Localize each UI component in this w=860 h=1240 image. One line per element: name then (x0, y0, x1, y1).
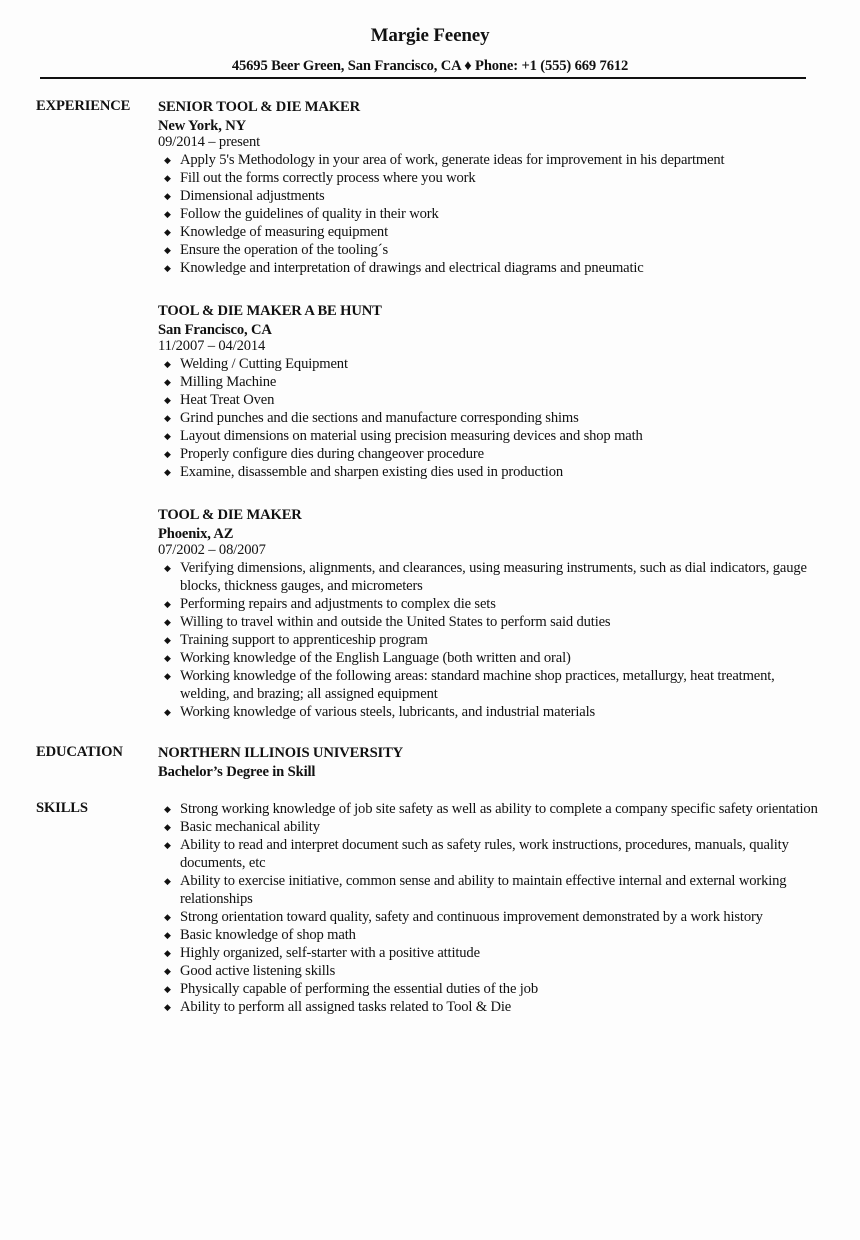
bullet-icon: ◆ (164, 966, 171, 976)
bullet-icon: ◆ (164, 840, 171, 850)
bullet-text: Strong orientation toward quality, safety and continuous improvement demonstrated by a work history (180, 909, 763, 925)
bullet-text: Working knowledge of the English Language (both written and oral) (180, 650, 571, 666)
bullet-text: Training support to apprenticeship program (180, 632, 428, 648)
bullet-icon: ◆ (164, 948, 171, 958)
bullet-text: Apply 5's Methodology in your area of work, generate ideas for improvement in his department (180, 152, 725, 168)
bullet-item (158, 962, 818, 980)
bullet-text: Performing repairs and adjustments to complex die sets (180, 596, 496, 612)
bullet-item (158, 872, 818, 908)
bullet-icon: ◆ (164, 804, 171, 814)
bullet-item (158, 631, 818, 649)
bullet-text: Dimensional adjustments (180, 188, 325, 204)
bullet-text: Follow the guidelines of quality in their work (180, 206, 439, 222)
bullet-item (158, 980, 818, 998)
bullet-icon: ◆ (164, 984, 171, 994)
bullet-item (158, 169, 818, 187)
bullet-icon: ◆ (164, 822, 171, 832)
bullet-item (158, 908, 818, 926)
bullet-item (158, 223, 818, 241)
job-dates: 09/2014 – present (158, 134, 261, 150)
bullet-text: Working knowledge of various steels, lubricants, and industrial materials (180, 704, 596, 720)
bullet-text: Welding / Cutting Equipment (180, 356, 348, 372)
bullet-text: Highly organized, self-starter with a positive attitude (180, 945, 480, 961)
job-dates: 07/2002 – 08/2007 (158, 542, 266, 558)
bullet-text: Heat Treat Oven (180, 392, 275, 408)
bullet-item (158, 391, 818, 409)
bullet-icon: ◆ (164, 377, 171, 387)
bullet-icon: ◆ (164, 876, 171, 886)
bullet-icon: ◆ (164, 431, 171, 441)
bullet-icon: ◆ (164, 930, 171, 940)
job-entry (158, 98, 818, 277)
bullet-item (158, 355, 818, 373)
job-entry (158, 302, 818, 481)
degree: Bachelor’s Degree in Skill (158, 764, 316, 780)
bullet-icon: ◆ (164, 173, 171, 183)
bullet-item (158, 205, 818, 223)
bullet-item (158, 445, 818, 463)
bullet-item (158, 649, 818, 667)
section-label-skills: SKILLS (36, 800, 88, 816)
bullet-icon: ◆ (164, 635, 171, 645)
bullet-text: Verifying dimensions, alignments, and clearances, using measuring instruments, such as dial indicators, gauge blocks, thickness gauges, and micrometers (180, 560, 807, 594)
bullet-icon: ◆ (164, 395, 171, 405)
bullet-icon: ◆ (164, 191, 171, 201)
job-title: SENIOR TOOL & DIE MAKER (158, 99, 360, 115)
bullet-item (158, 926, 818, 944)
bullet-icon: ◆ (164, 263, 171, 273)
bullet-text: Layout dimensions on material using precision measuring devices and shop math (180, 428, 643, 444)
bullet-icon: ◆ (164, 599, 171, 609)
section-label-education: EDUCATION (36, 744, 123, 760)
bullet-icon: ◆ (164, 912, 171, 922)
job-bullets (158, 559, 818, 721)
job-location: New York, NY (158, 118, 247, 134)
job-dates: 11/2007 – 04/2014 (158, 338, 266, 354)
candidate-name: Margie Feeney (370, 25, 490, 46)
job-bullets (158, 355, 818, 481)
job-location: San Francisco, CA (158, 322, 272, 338)
bullet-item (158, 427, 818, 445)
job-entry (158, 506, 818, 721)
bullet-text: Knowledge and interpretation of drawings and electrical diagrams and pneumatic (180, 260, 644, 276)
bullet-item (158, 836, 818, 872)
bullet-text: Milling Machine (180, 374, 277, 390)
bullet-text: Strong working knowledge of job site safety as well as ability to complete a company specific safety orientation (180, 801, 818, 817)
bullet-icon: ◆ (164, 653, 171, 663)
bullet-icon: ◆ (164, 563, 171, 573)
bullet-item (158, 241, 818, 259)
job-title: TOOL & DIE MAKER A BE HUNT (158, 303, 382, 319)
bullet-icon: ◆ (164, 209, 171, 219)
bullet-text: Grind punches and die sections and manufacture corresponding shims (180, 410, 579, 426)
bullet-item (158, 800, 818, 818)
section-label-experience: EXPERIENCE (36, 98, 131, 114)
bullet-icon: ◆ (164, 671, 171, 681)
bullet-icon: ◆ (164, 413, 171, 423)
job-bullets (158, 151, 818, 277)
school-name: NORTHERN ILLINOIS UNIVERSITY (158, 745, 404, 761)
contact-line: 45695 Beer Green, San Francisco, CA ♦ Phone: +1 (555) 669 7612 (231, 58, 629, 74)
bullet-icon: ◆ (164, 449, 171, 459)
bullet-item (158, 667, 818, 703)
bullet-item (158, 595, 818, 613)
bullet-text: Physically capable of performing the essential duties of the job (180, 981, 538, 997)
bullet-text: Basic mechanical ability (180, 819, 320, 835)
bullet-text: Ability to perform all assigned tasks related to Tool & Die (180, 999, 512, 1015)
bullet-text: Properly configure dies during changeover procedure (180, 446, 484, 462)
bullet-text: Knowledge of measuring equipment (180, 224, 388, 240)
jobs-list (158, 98, 818, 746)
bullet-text: Examine, disassemble and sharpen existing dies used in production (180, 464, 563, 480)
bullet-icon: ◆ (164, 1002, 171, 1012)
bullet-text: Ability to exercise initiative, common sense and ability to maintain effective internal and external working relationships (180, 873, 787, 907)
bullet-icon: ◆ (164, 617, 171, 627)
bullet-item (158, 998, 818, 1016)
bullet-icon: ◆ (164, 359, 171, 369)
bullet-item (158, 703, 818, 721)
bullet-text: Good active listening skills (180, 963, 336, 979)
bullet-item (158, 151, 818, 169)
bullet-icon: ◆ (164, 707, 171, 717)
bullet-item (158, 613, 818, 631)
header-divider (40, 77, 806, 79)
bullet-text: Ability to read and interpret document such as safety rules, work instructions, procedures, manuals, quality documents, etc (180, 837, 789, 871)
bullet-text: Ensure the operation of the tooling´s (180, 242, 389, 258)
bullet-item (158, 559, 818, 595)
skills-list (158, 800, 818, 1016)
bullet-icon: ◆ (164, 245, 171, 255)
job-title: TOOL & DIE MAKER (158, 507, 302, 523)
bullet-item (158, 818, 818, 836)
bullet-text: Basic knowledge of shop math (180, 927, 356, 943)
bullet-item (158, 187, 818, 205)
bullet-icon: ◆ (164, 467, 171, 477)
bullet-item (158, 944, 818, 962)
bullet-text: Fill out the forms correctly process where you work (180, 170, 476, 186)
job-location: Phoenix, AZ (158, 526, 234, 542)
bullet-item (158, 409, 818, 427)
bullet-icon: ◆ (164, 227, 171, 237)
bullet-icon: ◆ (164, 155, 171, 165)
bullet-item (158, 463, 818, 481)
bullet-item (158, 259, 818, 277)
bullet-item (158, 373, 818, 391)
bullet-text: Working knowledge of the following areas: standard machine shop practices, metallurgy, heat treatment, welding, and brazing; all assigned equipment (180, 668, 775, 702)
bullet-text: Willing to travel within and outside the United States to perform said duties (180, 614, 611, 630)
